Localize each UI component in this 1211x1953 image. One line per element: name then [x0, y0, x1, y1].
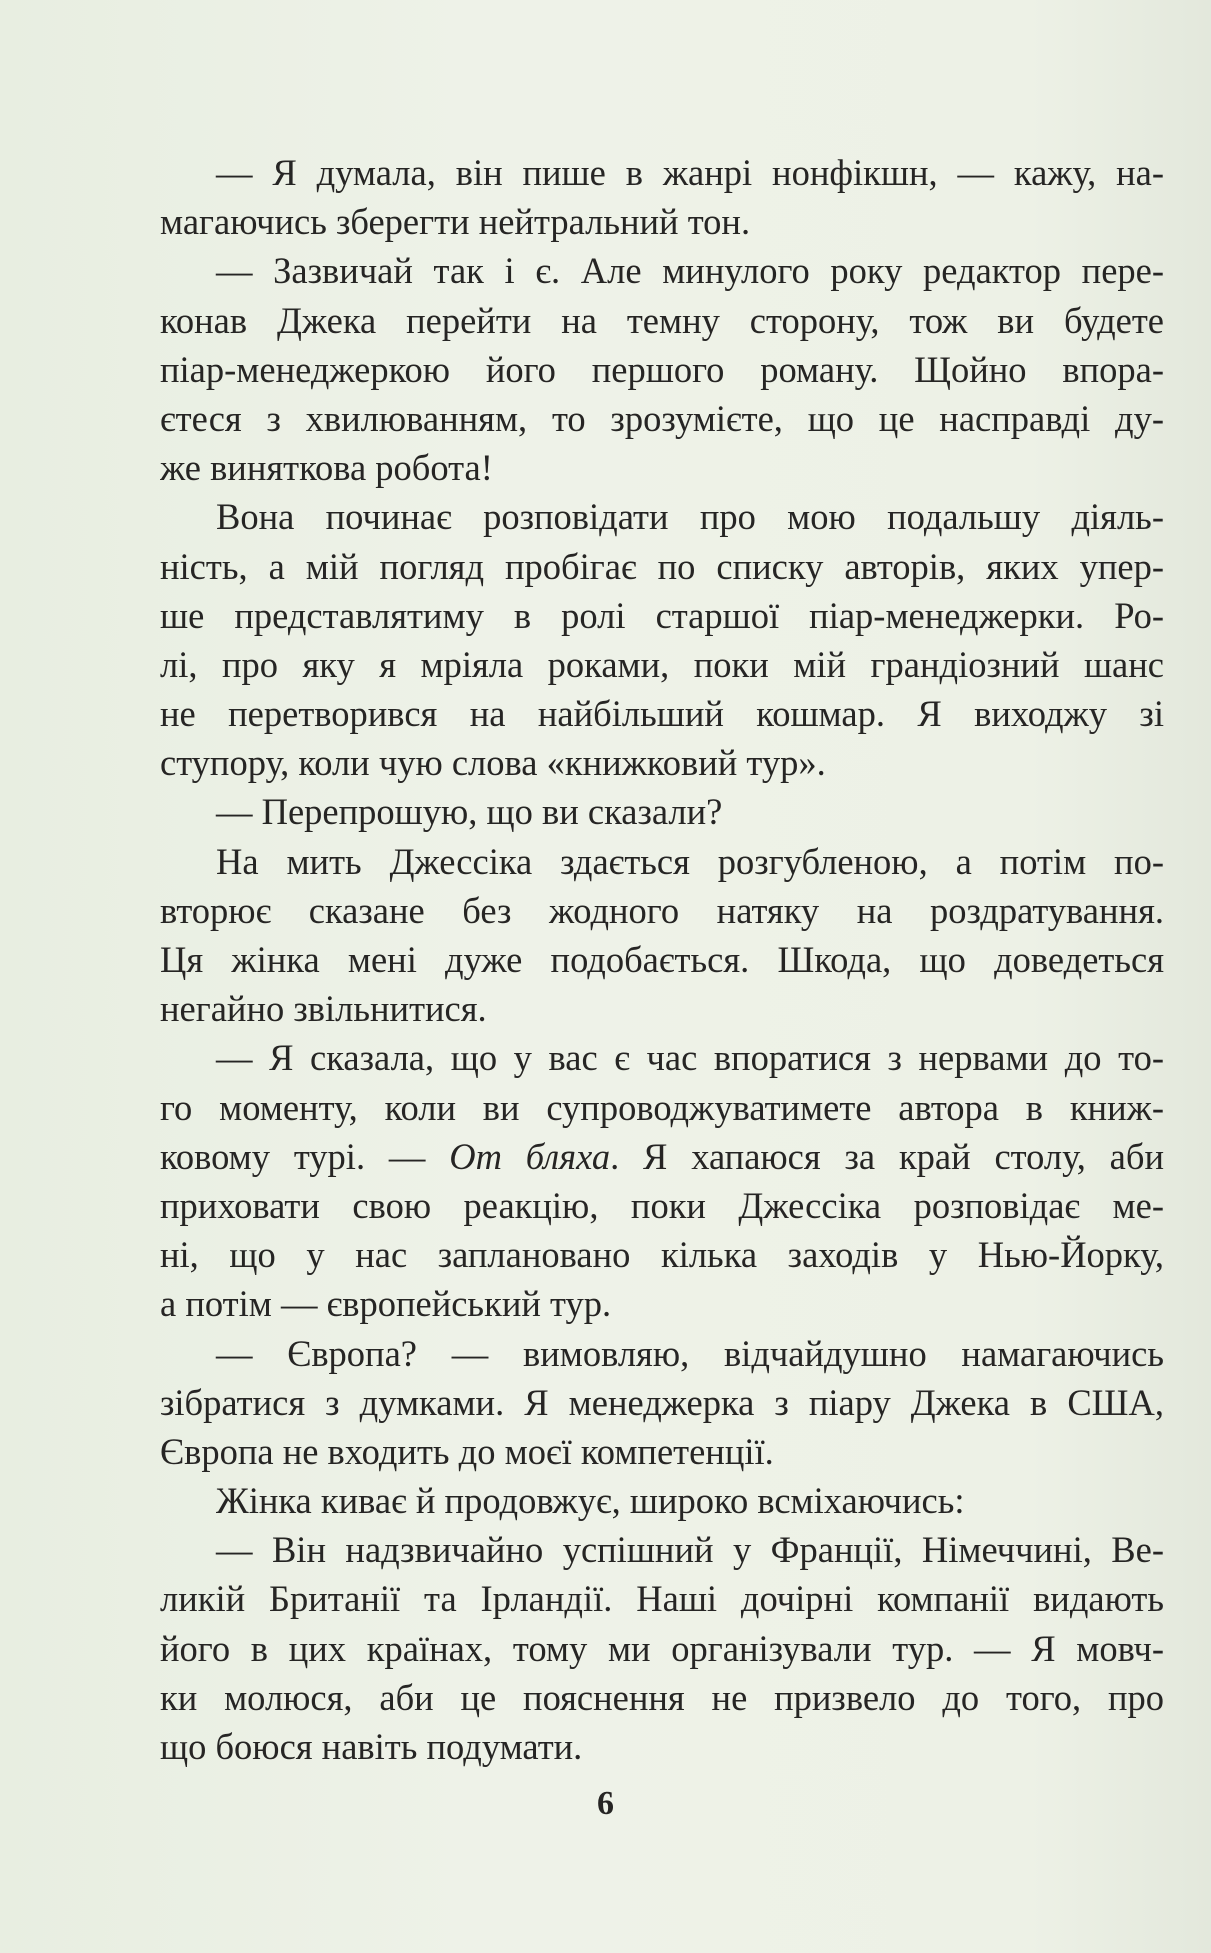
text-line: зібратися з думками. Я менеджерка з піару Джека в США,	[160, 1381, 1164, 1423]
text-line: ність, а мій погляд пробігає по списку авторів, яких упер-	[160, 545, 1164, 587]
text-line: — Європа? — вимовляю, відчайдушно намагаючись	[216, 1332, 1164, 1374]
text-line: ликій Британії та Ірландії. Наші дочірні компанії видають	[160, 1578, 1164, 1620]
text-line: піар-менеджеркою його першого роману. Щойно впора-	[160, 348, 1164, 390]
text-line: не перетворився на найбільший кошмар. Я виходжу зі	[160, 693, 1164, 735]
text-line: Ця жінка мені дуже подобається. Шкода, що доведеться	[160, 939, 1164, 980]
page-number: 6	[597, 1785, 614, 1822]
body-text	[160, 148, 1164, 1771]
text-line: Жінка киває й продовжує, широко всміхаючись:	[216, 1480, 965, 1522]
text-line-mixed	[160, 1132, 1164, 1181]
text-line: вторює сказане без жодного натяку на роздратування.	[160, 889, 1164, 931]
text-segment: ковому турі. —	[160, 1135, 450, 1177]
text-segment: . Я хапаюся за край столу, аби	[610, 1135, 1164, 1177]
text-line: же виняткова робота!	[160, 447, 493, 489]
text-line: що боюся навіть подумати.	[160, 1726, 583, 1767]
text-line: — Я думала, він пише в жанрі нонфікшн, — кажу, на-	[216, 152, 1164, 193]
text-line: — Перепрошую, що ви сказали?	[216, 791, 723, 833]
text-line: ше представлятиму в ролі старшої піар-менеджерки. Ро-	[160, 594, 1164, 636]
text-line: магаючись зберегти нейтральний тон.	[160, 201, 751, 243]
text-line: го моменту, коли ви супроводжуватимете автора в книж-	[160, 1086, 1164, 1128]
text-line: а потім — європейський тур.	[160, 1283, 612, 1325]
text-line: конав Джека перейти на темну сторону, тож ви будете	[160, 299, 1164, 341]
text-line: його в цих країнах, тому ми організували тур. — Я мовч-	[160, 1627, 1164, 1669]
text-line: — Зазвичай так і є. Але минулого року редактор пере-	[216, 250, 1164, 292]
text-line: ні, що у нас заплановано кілька заходів у Нью-Йорку,	[160, 1234, 1164, 1276]
italic-phrase: От бляха	[449, 1135, 611, 1177]
text-line: Європа не входить до моєї компетенції.	[160, 1430, 774, 1472]
text-line: лі, про яку я мріяла роками, поки мій грандіозний шанс	[160, 643, 1164, 685]
text-line: негайно звільнитися.	[160, 988, 487, 1030]
text-line: Вона починає розповідати про мою подальшу діяль-	[216, 496, 1164, 538]
text-line: — Я сказала, що у вас є час впоратися з нервами до то-	[216, 1037, 1164, 1079]
text-line: єтеся з хвилюванням, то зрозумієте, що це насправді ду-	[160, 397, 1164, 439]
text-line: приховати свою реакцію, поки Джессіка розповідає ме-	[160, 1184, 1164, 1226]
text-line: На мить Джессіка здається розгубленою, а потім по-	[216, 840, 1164, 882]
text-line: — Він надзвичайно успішний у Франції, Німеччині, Ве-	[216, 1529, 1164, 1571]
text-line: ки молюся, аби це пояснення не призвело до того, про	[160, 1676, 1164, 1718]
text-line: ступору, коли чую слова «книжковий тур».	[160, 742, 826, 784]
